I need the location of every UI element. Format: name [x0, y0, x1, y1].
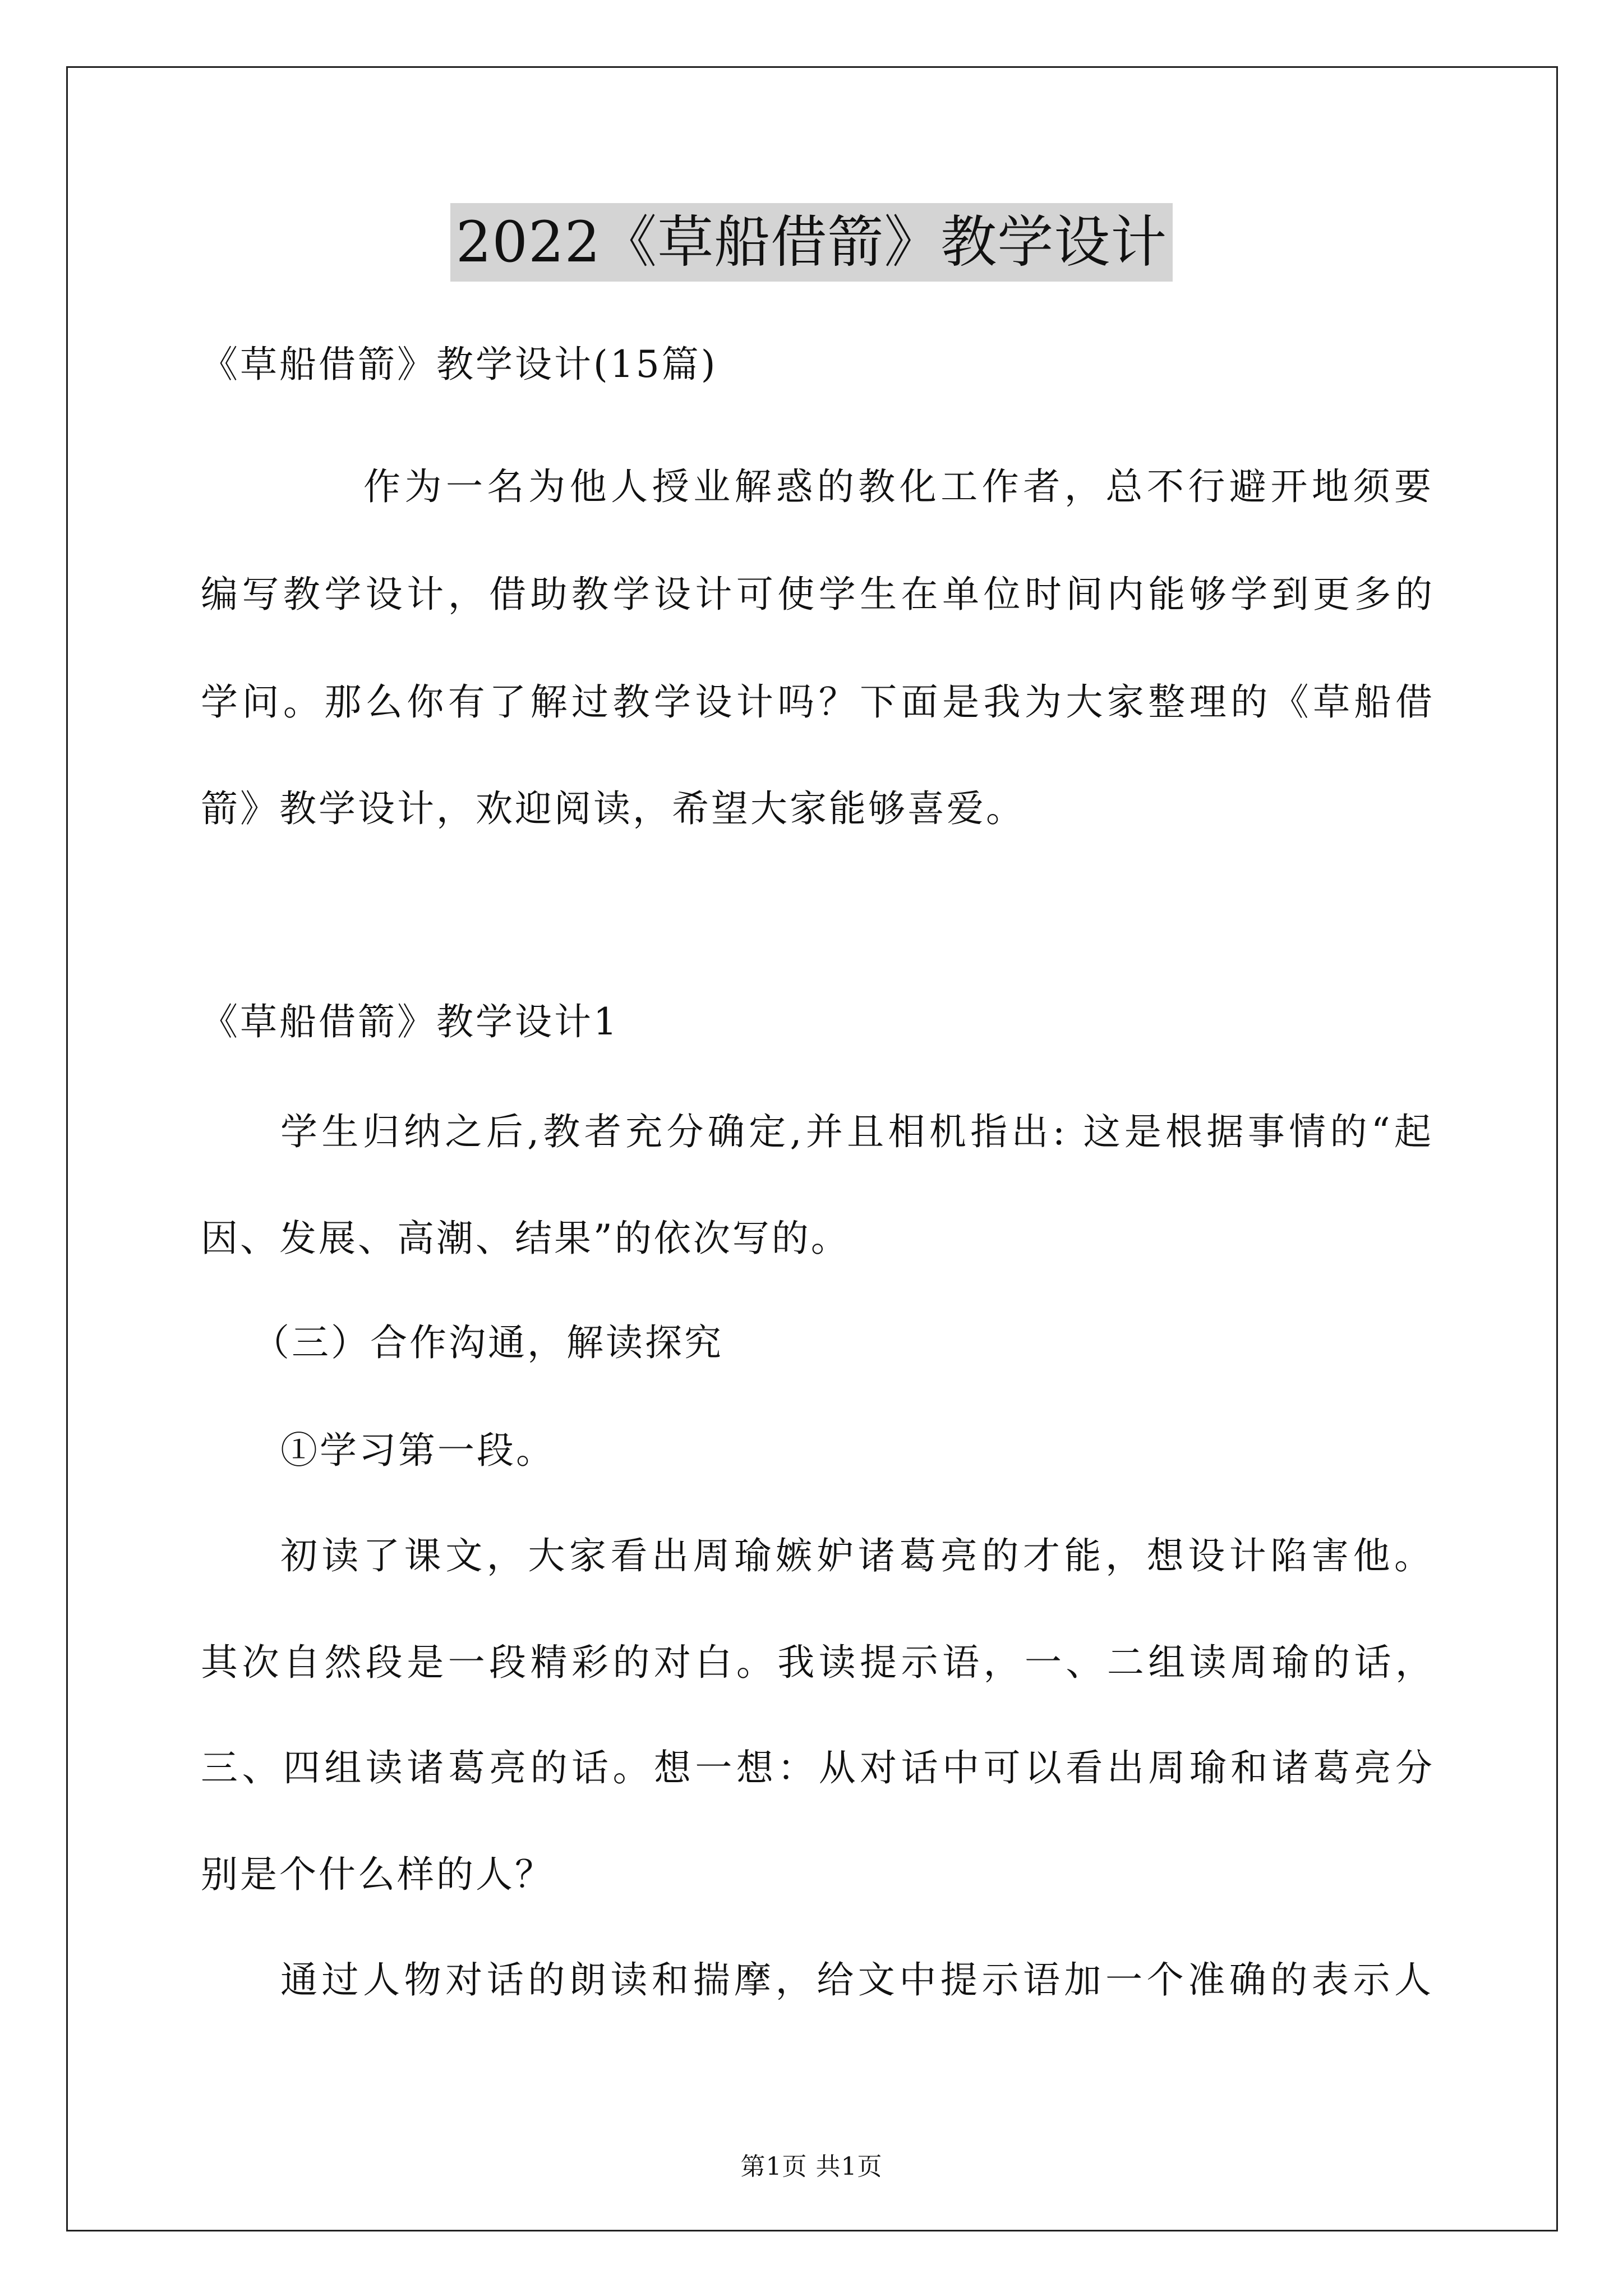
intro-line-2: 编写教学设计，借助教学设计可使学生在单位时间内能够学到更多的 — [201, 573, 1435, 616]
body-line-5: 初读了课文，大家看出周瑜嫉妒诸葛亮的才能，想设计陷害他。 — [280, 1534, 1433, 1577]
intro-line-4: 箭》教学设计，欢迎阅读，希望大家能够喜爱。 — [201, 787, 1025, 830]
body-line-9: 通过人物对话的朗读和揣摩，给文中提示语加一个准确的表示人 — [280, 1958, 1433, 2001]
title-container — [0, 203, 1623, 282]
body-line-7: 三、四组读诸葛亮的话。想一想：从对话中可以看出周瑜和诸葛亮分 — [201, 1746, 1435, 1789]
intro-line-3: 学问。那么你有了解过教学设计吗？下面是我为大家整理的《草船借 — [201, 680, 1435, 724]
page-footer: 第1页 共1页 — [740, 2152, 883, 2181]
document-subtitle: 《草船借箭》教学设计(15篇) — [201, 343, 718, 386]
intro-line-1: 作为一名为他人授业解惑的教化工作者，总不行避开地须要 — [363, 465, 1433, 508]
body-line-4: ①学习第一段。 — [280, 1429, 555, 1472]
body-line-2: 因、发展、高潮、结果”的依次写的。 — [201, 1217, 850, 1260]
body-line-6: 其次自然段是一段精彩的对白。我读提示语，一、二组读周瑜的话， — [201, 1641, 1435, 1684]
body-line-1: 学生归纳之后,教者充分确定,并且相机指出: 这是根据事情的“起 — [280, 1110, 1433, 1153]
body-line-8: 别是个什么样的人？ — [201, 1853, 554, 1896]
section-title: 《草船借箭》教学设计1 — [201, 1000, 619, 1043]
document-title: 2022《草船借箭》教学设计 — [450, 203, 1173, 282]
section-heading-3: （三）合作沟通，解读探究 — [252, 1321, 723, 1364]
